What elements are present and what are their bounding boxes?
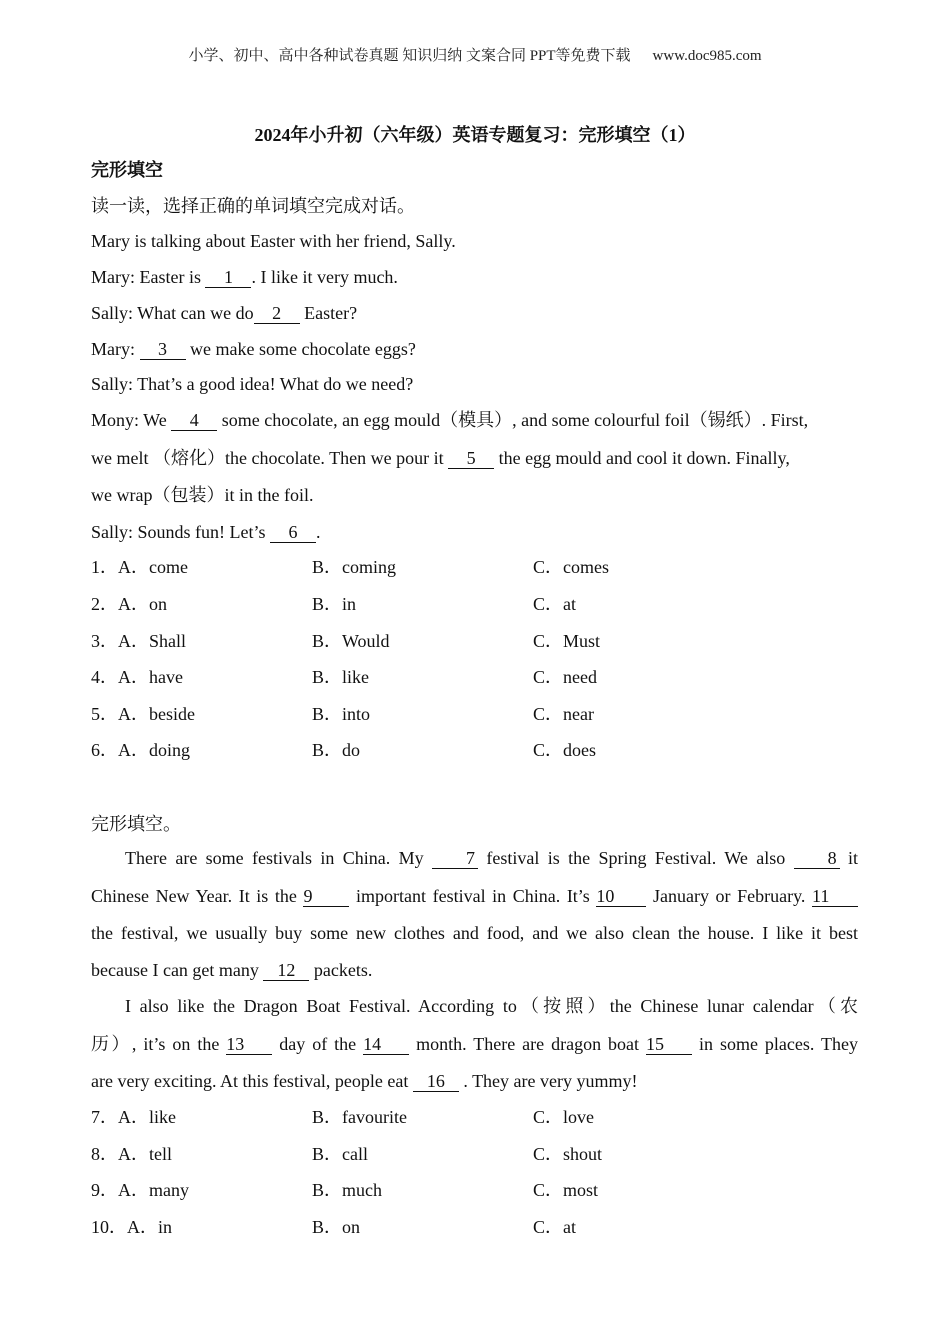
option-b[interactable]: B．call: [312, 1144, 368, 1164]
passage-line: are very exciting. At this festival, people eat 16 . They are very yummy!: [91, 1071, 638, 1091]
question-row: [91, 1178, 858, 1202]
blank-5: 5: [448, 448, 494, 469]
option-a[interactable]: 6．A．doing: [91, 740, 190, 760]
option-c[interactable]: C．shout: [533, 1144, 603, 1164]
blank-7: 7: [432, 848, 478, 869]
dialogue-line: Sally: Sounds fun! Let’s 6 .: [91, 522, 321, 542]
option-c[interactable]: C．at: [533, 594, 576, 614]
option-c[interactable]: C．most: [533, 1180, 599, 1200]
dialogue-line: Mary: 3 we make some chocolate eggs?: [91, 339, 416, 359]
blank-2: 2: [254, 303, 300, 324]
dialogue-line: Mony: We 4 some chocolate, an egg mould（模具）, and some colourful foil（锡纸）. First,: [91, 410, 809, 430]
blank-12: 12: [263, 960, 309, 981]
option-c[interactable]: C．at: [533, 1217, 576, 1237]
option-c[interactable]: C．near: [533, 704, 594, 724]
option-b[interactable]: B．Would: [312, 631, 390, 651]
question-row: [91, 665, 858, 689]
option-a[interactable]: 2．A．on: [91, 594, 167, 614]
option-a[interactable]: 10．A．in: [91, 1217, 172, 1237]
passage-line: Chinese New Year. It is the 9 important festival in China. It’s 10 January or February. 11: [91, 884, 858, 908]
section1-heading: 完形填空: [91, 160, 163, 180]
section2-heading: 完形填空。: [91, 814, 181, 834]
option-c[interactable]: C．does: [533, 740, 596, 760]
question-row: [91, 629, 858, 653]
passage-line: I also like the Dragon Boat Festival. According to（按照）the Chinese lunar calendar（农: [125, 996, 858, 1016]
section1-instruction: 读一读，选择正确的单词填空完成对话。: [91, 196, 415, 216]
blank-9: 9: [303, 886, 349, 907]
passage-line: because I can get many 12 packets.: [91, 960, 373, 980]
question-row: [91, 1105, 858, 1129]
dialogue-line: we melt （熔化）the chocolate. Then we pour it 5 the egg mould and cool it down. Finally,: [91, 448, 790, 468]
option-c[interactable]: C．love: [533, 1107, 594, 1127]
option-c[interactable]: C．Must: [533, 631, 601, 651]
dialogue-line: Sally: What can we do 2 Easter?: [91, 303, 358, 323]
option-a[interactable]: 4．A．have: [91, 667, 183, 687]
passage-line: the festival, we usually buy some new clothes and food, and we also clean the house. I like it best: [91, 923, 858, 943]
option-c[interactable]: C．need: [533, 667, 597, 687]
blank-16: 16: [413, 1071, 459, 1092]
question-row: [91, 1142, 858, 1166]
header-site-link[interactable]: www.doc985.com: [652, 48, 762, 64]
dialogue-line: Mary: Easter is 1 . I like it very much.: [91, 267, 398, 287]
blank-4: 4: [171, 410, 217, 431]
question-row: [91, 592, 858, 616]
passage-line: 历）, it’s on the 13 day of the 14 month. There are dragon boat 15 in some places. They: [91, 1034, 859, 1054]
option-b[interactable]: B．on: [312, 1217, 361, 1237]
passage-line: There are some festivals in China. My 7 festival is the Spring Festival. We also 8 it: [125, 848, 858, 868]
blank-8: 8: [794, 848, 840, 869]
option-a[interactable]: 5．A．beside: [91, 704, 195, 724]
blank-6: 6: [270, 522, 316, 543]
question-row: [91, 1215, 858, 1239]
blank-1: 1: [205, 267, 251, 288]
option-a[interactable]: 8．A．tell: [91, 1144, 172, 1164]
question-row: [91, 555, 858, 579]
dialogue-line: we wrap（包装）it in the foil.: [91, 485, 314, 505]
question-row: [91, 702, 858, 726]
option-b[interactable]: B．coming: [312, 557, 396, 577]
question-row: [91, 738, 858, 762]
document-title: 2024年小升初（六年级）英语专题复习：完形填空（1）: [254, 125, 696, 145]
option-b[interactable]: B．like: [312, 667, 369, 687]
option-a[interactable]: 7．A．like: [91, 1107, 176, 1127]
option-a[interactable]: 1．A．come: [91, 557, 188, 577]
option-b[interactable]: B．much: [312, 1180, 382, 1200]
blank-14: 14: [363, 1034, 409, 1055]
option-b[interactable]: B．in: [312, 594, 357, 614]
option-c[interactable]: C．comes: [533, 557, 609, 577]
option-b[interactable]: B．into: [312, 704, 371, 724]
header-text: 小学、初中、高中各种试卷真题 知识归纳 文案合同 PPT等免费下载: [188, 48, 631, 64]
blank-3: 3: [140, 339, 186, 360]
option-b[interactable]: B．do: [312, 740, 361, 760]
dialogue-line: Sally: That’s a good idea! What do we need?: [91, 374, 414, 394]
blank-15: 15: [646, 1034, 692, 1055]
blank-13: 13: [226, 1034, 272, 1055]
option-b[interactable]: B．favourite: [312, 1107, 407, 1127]
option-a[interactable]: 3．A．Shall: [91, 631, 187, 651]
page-header: [0, 44, 950, 65]
blank-10: 10: [596, 886, 646, 907]
blank-11: 11: [812, 886, 858, 907]
dialogue-intro: Mary is talking about Easter with her friend, Sally.: [91, 231, 456, 251]
option-a[interactable]: 9．A．many: [91, 1180, 189, 1200]
